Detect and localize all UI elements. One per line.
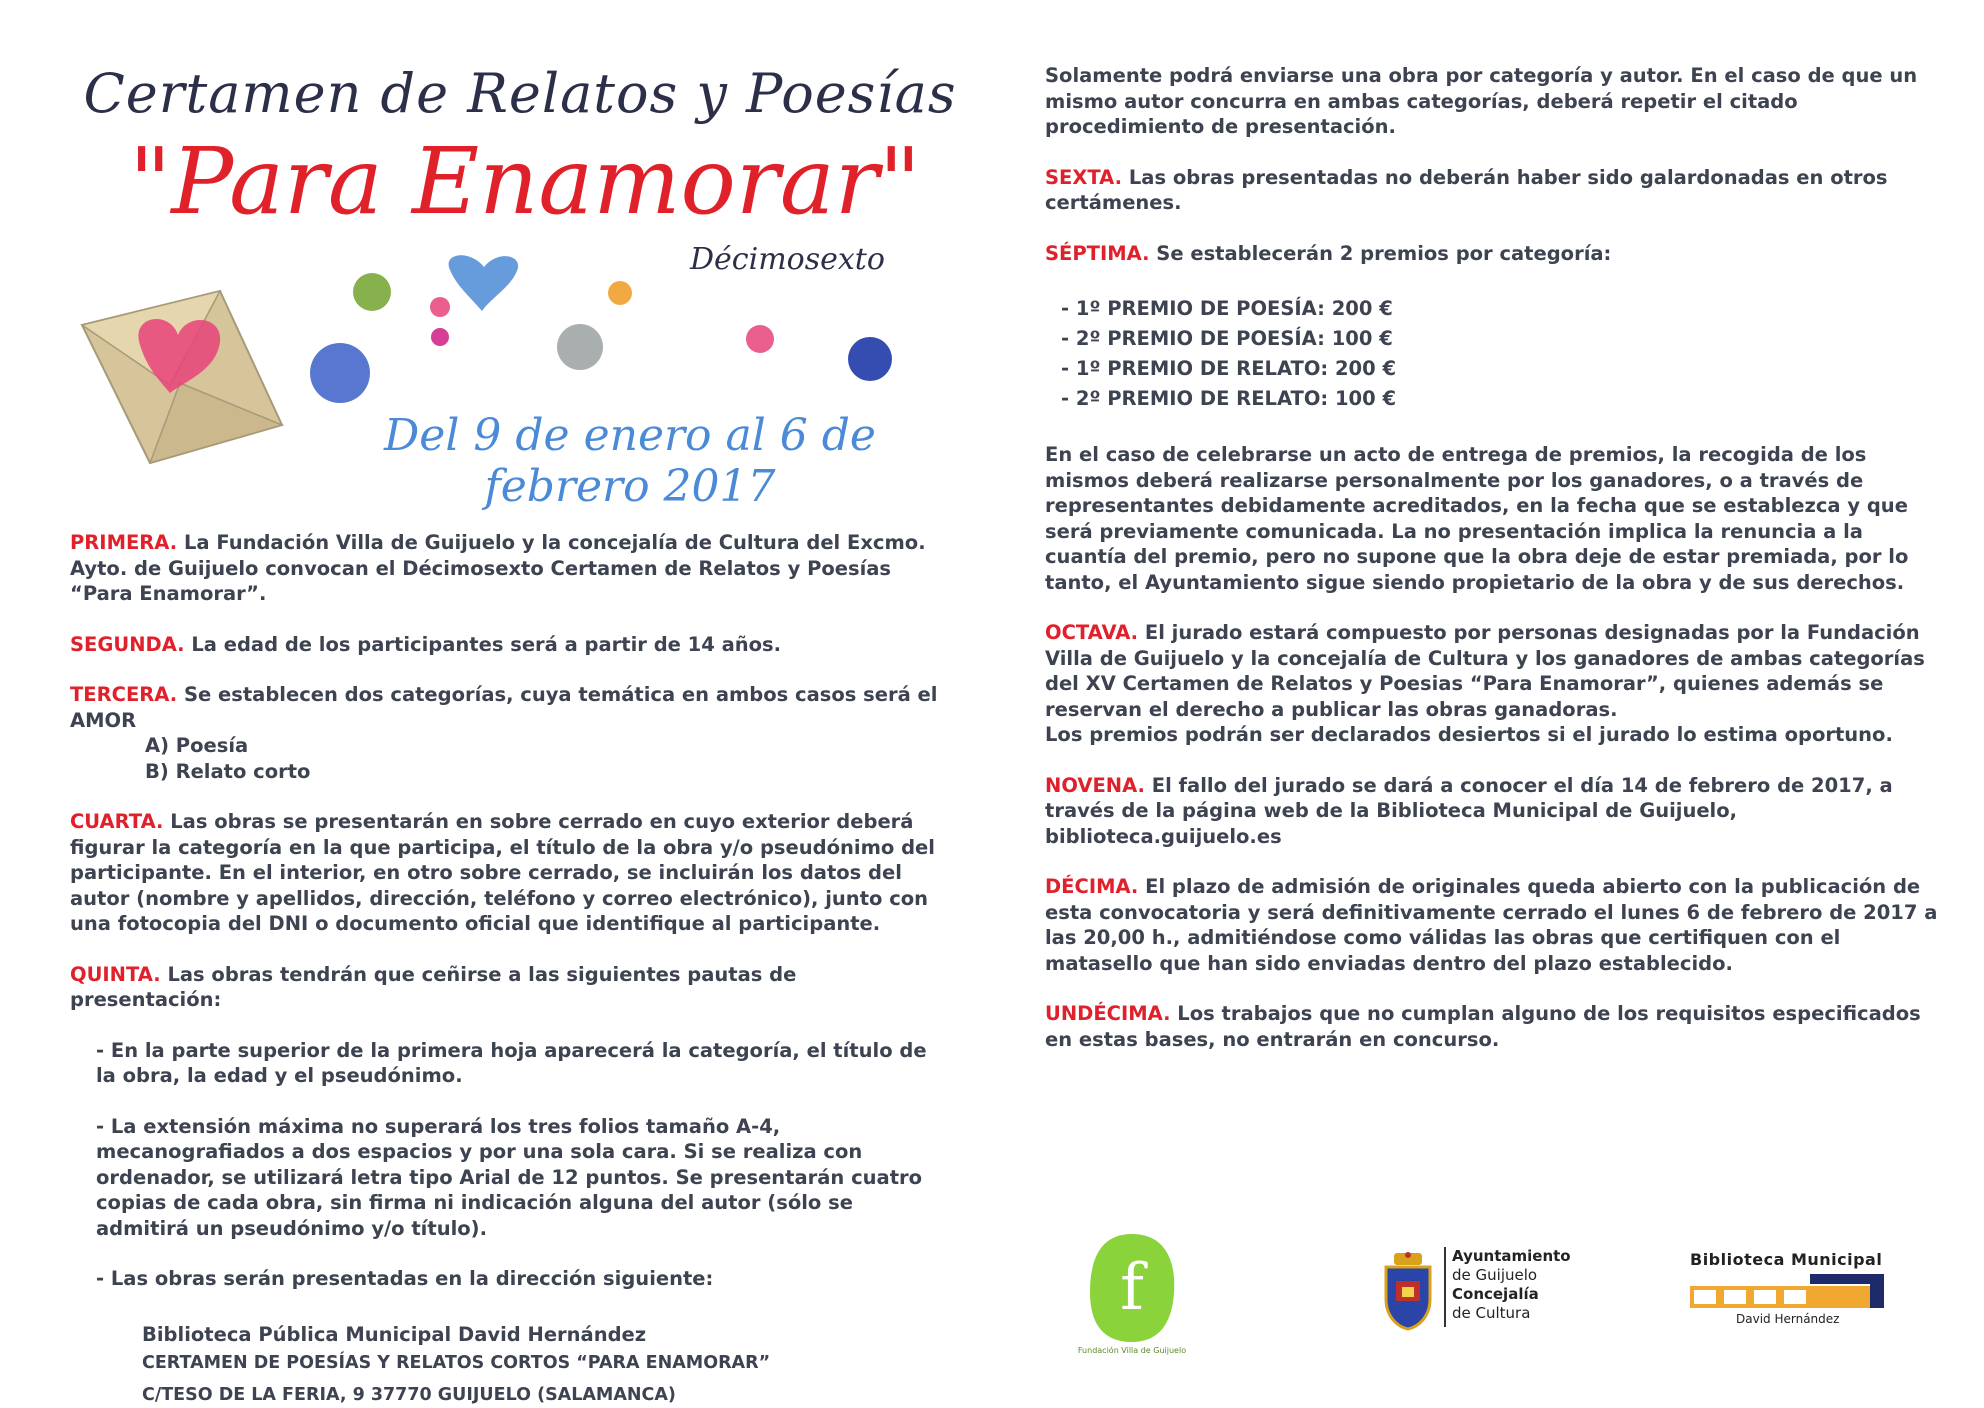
clause-text: El plazo de admisión de originales queda abierto con la publicación de esta convocatoria y será definitivamente cerrado el lunes 6 de febrero de 2017 a las 20,00 h., admitiéndose como válidas las obras que certifiquen con el matasello que han sido enviadas dentro del plazo establecido. [1045,875,1937,975]
clause-segunda [70,632,940,658]
clause-keyword: CUARTA. [70,810,163,833]
ayto-line3: Concejalía [1452,1285,1571,1304]
clause-keyword: QUINTA. [70,963,161,986]
right-column [1045,63,1945,1077]
ayuntamiento-divider [1444,1247,1446,1327]
clause-text: Los trabajos que no cumplan alguno de los requisitos especificados en estas bases, no entrarán en concurso. [1045,1002,1921,1051]
clause-septima [1045,241,1945,267]
edition-label: Décimosexto [690,242,885,277]
clause-novena [1045,773,1945,850]
clause-text: El fallo del jurado se dará a conocer el día 14 de febrero de 2017, a través de la página web de la Biblioteca Municipal de Guijuelo, biblioteca.guijuelo.es [1045,774,1893,848]
clause-keyword: PRIMERA. [70,531,177,554]
clause-text: Las obras se presentarán en sobre cerrado en cuyo exterior deberá figurar la categoría en la que participa, el título de la obra y/o pseudónimo del participante. En el interior, en otro sobre cerrado, se incluirán los datos del autor (nombre y apellidos, dirección, teléfono y correo electrónico), junto con una fotocopia del DNI o documento oficial que identifique al participante. [70,810,935,935]
clause-undecima [1045,1001,1945,1052]
prize-item: - 1º PREMIO DE RELATO: 200 € [1061,354,1945,384]
clause-cuarta [70,809,940,937]
dates-label: Del 9 de enero al 6 de febrero 2017 [300,410,960,512]
quinta-bullet-3: - Las obras serán presentadas en la dirección siguiente: [70,1266,940,1292]
fundacion-caption: Fundación Villa de Guijuelo [1074,1346,1190,1355]
fundacion-letter: f [1086,1248,1178,1328]
title-line2: "Para Enamorar" [95,128,955,235]
title-line1: Certamen de Relatos y Poesías [80,62,960,125]
clause-text: El jurado estará compuesto por personas designadas por la Fundación Villa de Guijuelo y la concejalía de Cultura y los ganadores de ambas categorías del XV Certamen de Relatos y Poesias “Para Enamorar”, quienes además se reservan el derecho a publicar las obras ganadoras. [1045,621,1925,721]
ayto-line4: de Cultura [1452,1304,1571,1323]
quinta-bullet-1: - En la parte superior de la primera hoja aparecerá la categoría, el título de la obra, la edad y el pseudónimo. [70,1038,940,1089]
envelope-icon [82,291,282,463]
address-line3: C/TESO DE LA FERIA, 9 37770 GUIJUELO (SALAMANCA) [70,1383,940,1408]
ayto-line1: Ayuntamiento [1452,1247,1571,1266]
clause-keyword: DÉCIMA. [1045,875,1138,898]
clause-quinta [70,962,940,1013]
clause-text: Se establecerán 2 premios por categoría: [1156,242,1611,265]
clause-sexta [1045,165,1945,216]
clause-text: Las obras tendrán que ceñirse a las siguientes pautas de presentación: [70,963,796,1012]
intro-paragraph: Solamente podrá enviarse una obra por categoría y autor. En el caso de que un mismo autor concurra en ambas categorías, deberá repetir el citado procedimiento de presentación. [1045,63,1945,140]
category-b: B) Relato corto [70,759,940,785]
clause-keyword: UNDÉCIMA. [1045,1002,1171,1025]
prize-item: - 1º PREMIO DE POESÍA: 200 € [1061,294,1945,324]
fundacion-logo [1086,1232,1178,1357]
clause-text: La Fundación Villa de Guijuelo y la concejalía de Cultura del Excmo. Ayto. de Guijuelo convocan el Décimosexto Certamen de Relatos y Poesías “Para Enamorar”. [70,531,926,605]
biblioteca-logo [1690,1250,1900,1340]
left-column [70,530,940,1408]
biblioteca-title: Biblioteca Municipal [1690,1250,1900,1269]
biblioteca-mark-icon [1690,1274,1890,1314]
clause-text: Se establecen dos categorías, cuya temática en ambos casos será el AMOR [70,683,937,732]
prize-item: - 2º PREMIO DE RELATO: 100 € [1061,384,1945,414]
clause-text: Las obras presentadas no deberán haber sido galardonadas en otros certámenes. [1045,166,1888,215]
quinta-bullet-2: - La extensión máxima no superará los tres folios tamaño A-4, mecanografiados a dos espacios y por una sola cara. Si se realiza con ordenador, se utilizará letra tipo Arial de 12 puntos. Se presentarán cuatro copias de cada obra, sin firma ni indicación alguna del autor (sólo se admitirá un pseudónimo y/o título). [70,1114,940,1242]
clause-keyword: SÉPTIMA. [1045,242,1149,265]
category-a: A) Poesía [70,733,940,759]
clause-keyword: SEGUNDA. [70,633,185,656]
clause-text: La edad de los participantes será a partir de 14 años. [191,633,781,656]
entrega-paragraph: En el caso de celebrarse un acto de entrega de premios, la recogida de los mismos deberá realizarse personalmente por los ganadores, o a través de representantes debidamente acreditados, en la fecha que se establezca y que será previamente comunicada. La no presentación implica la renuncia a la cuantía del premio, pero no supone que la obra deje de estar premiada, por lo tanto, el Ayuntamiento sigue siendo propietario de la obra y de sus derechos. [1045,442,1945,595]
clause-keyword: OCTAVA. [1045,621,1138,644]
octava-note: Los premios podrán ser declarados desiertos si el jurado lo estima oportuno. [1045,722,1945,748]
ayto-line2: de Guijuelo [1452,1266,1571,1285]
ayuntamiento-logo [1380,1247,1580,1337]
clause-primera [70,530,940,607]
clause-keyword: TERCERA. [70,683,177,706]
ayuntamiento-text [1452,1247,1571,1323]
biblioteca-sub: David Hernández [1736,1312,1839,1326]
clause-octava [1045,620,1945,722]
clause-keyword: NOVENA. [1045,774,1145,797]
clause-tercera [70,682,940,733]
clause-keyword: SEXTA. [1045,166,1122,189]
clause-decima [1045,874,1945,976]
prize-list [1045,294,1945,414]
coat-of-arms-icon [1380,1251,1436,1331]
address-line2: CERTAMEN DE POESÍAS Y RELATOS CORTOS “PARA ENAMORAR” [70,1351,940,1377]
prize-item: - 2º PREMIO DE POESÍA: 100 € [1061,324,1945,354]
address-line1: Biblioteca Pública Municipal David Hernández [70,1322,940,1348]
